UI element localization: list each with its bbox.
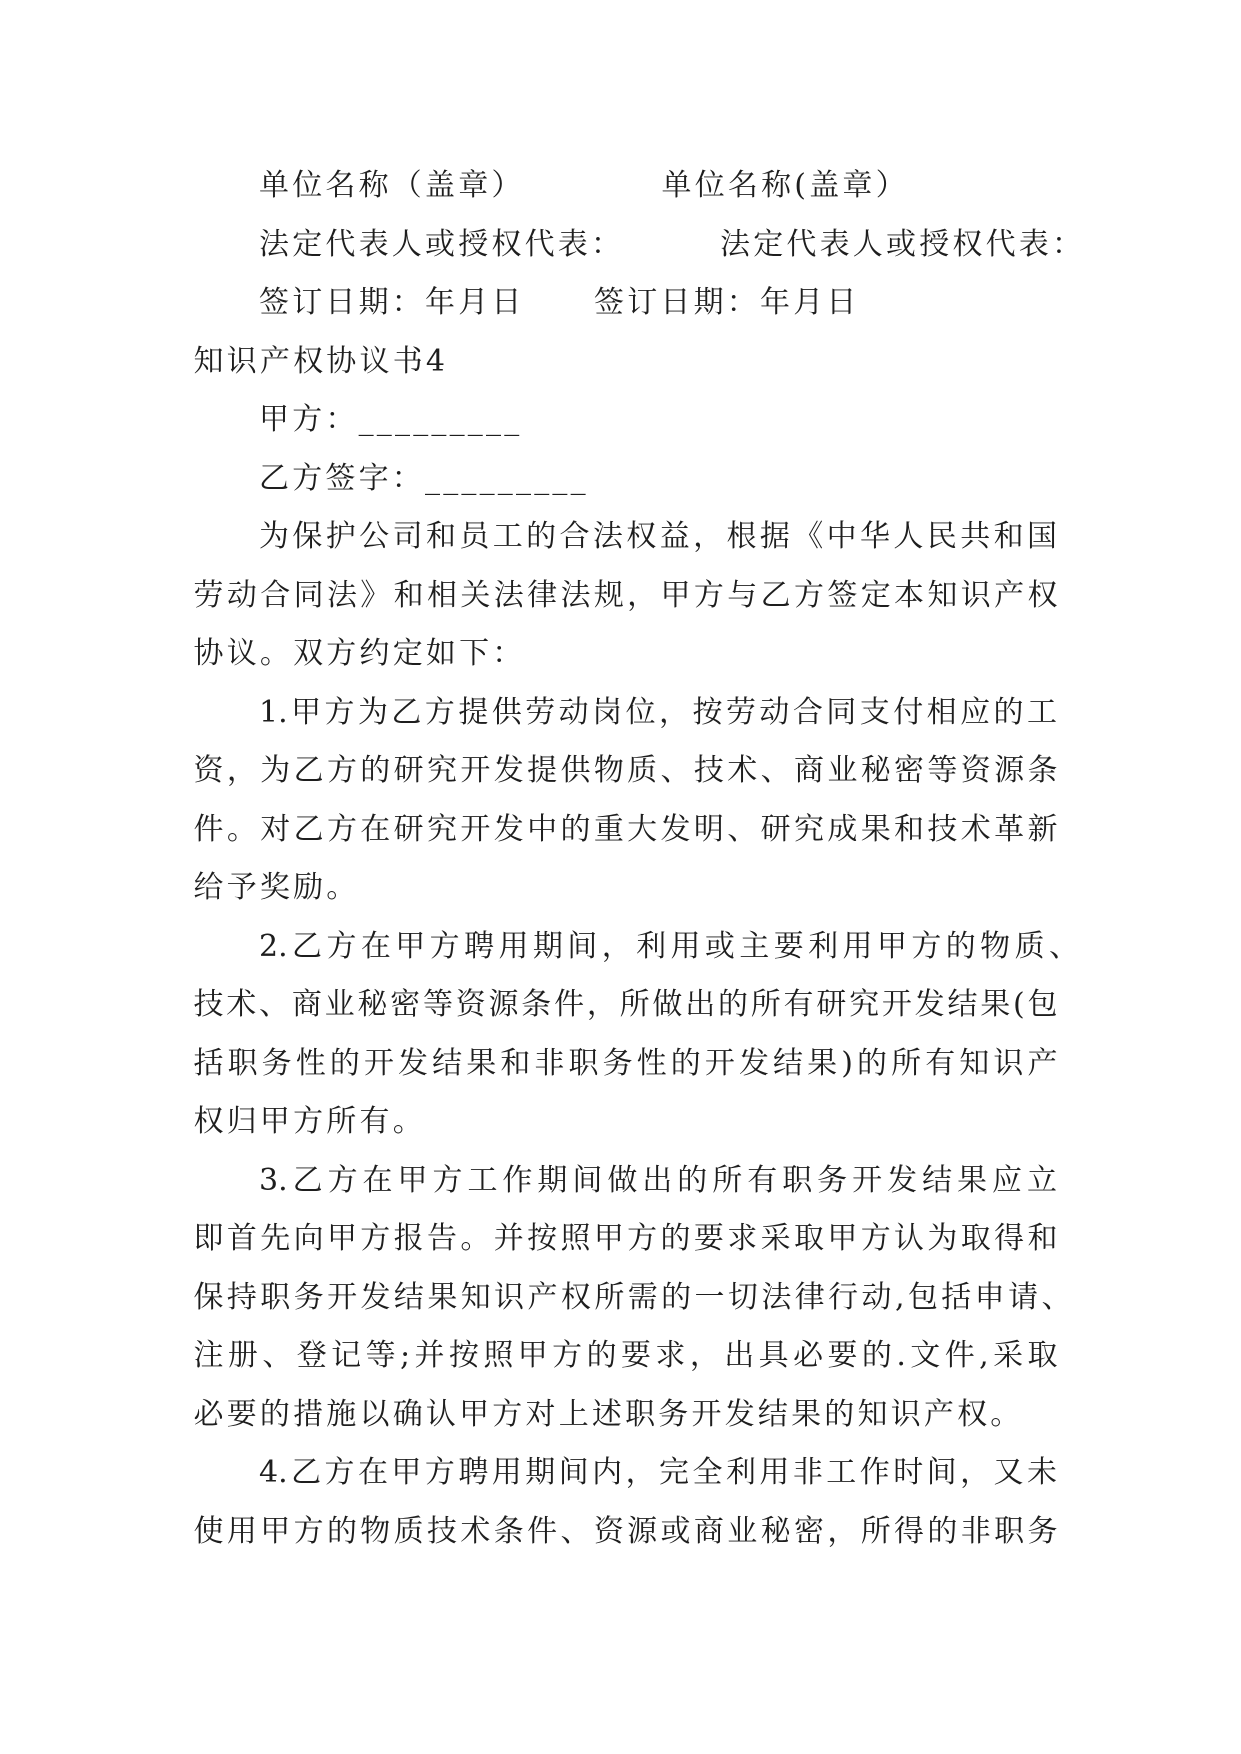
paragraph-line: [0, 742, 1241, 801]
party-b-sign-row: [0, 450, 1241, 509]
clause-1-line-1: 1.甲方为乙方提供劳动岗位，按劳动合同支付相应的工: [259, 694, 1057, 730]
paragraph-line: [0, 1093, 1241, 1152]
clause-2-line-2: 技术、商业秘密等资源条件，所做出的所有研究开发结果(包: [193, 987, 1058, 1022]
document-body: [0, 157, 1241, 1561]
paragraph-line: [0, 1386, 1241, 1445]
clause-3-line-1: 3.乙方在甲方工作期间做出的所有职务开发结果应立: [259, 1162, 1057, 1198]
paragraph-line: [0, 1210, 1241, 1269]
party-a-row: [0, 391, 1241, 450]
title-row: [0, 333, 1241, 392]
intro-line-1: 为保护公司和员工的合法权益，根据《中华人民共和国: [259, 519, 1057, 554]
clause-4-line-1: 4.乙方在甲方聘用期间内，完全利用非工作时间，又未: [259, 1455, 1057, 1490]
clause-2-line-1: 2.乙方在甲方聘用期间，利用或主要利用甲方的物质、: [259, 928, 1079, 964]
paragraph-line: [0, 567, 1241, 626]
party-b-signature-field: 乙方签字：_________: [259, 460, 589, 496]
paragraph-line: [0, 1444, 1241, 1503]
clause-1-line-3: 件。对乙方在研究开发中的重大发明、研究成果和技术革新: [193, 811, 1058, 847]
party-a-field: 甲方：_________: [259, 402, 523, 437]
intro-line-2: 劳动合同法》和相关法律法规，甲方与乙方签定本知识产权: [193, 577, 1058, 613]
left-unit-name-label: 单位名称（盖章）: [259, 168, 525, 203]
paragraph-line: [0, 1269, 1241, 1328]
clause-3-line-2: 即首先向甲方报告。并按照甲方的要求采取甲方认为取得和: [193, 1221, 1058, 1256]
right-unit-name-label: 单位名称(盖章）: [661, 168, 909, 203]
paragraph-line: [0, 859, 1241, 918]
intro-line-3: 协议。双方约定如下：: [193, 636, 526, 671]
clause-3-line-4: 注册、登记等;并按照甲方的要求，出具必要的.文件,采取: [193, 1338, 1058, 1373]
paragraph-line: [0, 1327, 1241, 1386]
left-representative-label: 法定代表人或授权代表：: [259, 226, 625, 262]
clause-3-line-3: 保持职务开发结果知识产权所需的一切法律行动,包括申请、: [193, 1279, 1072, 1315]
paragraph-line: [0, 684, 1241, 743]
paragraph-line: [0, 918, 1241, 977]
clause-2-line-3: 括职务性的开发结果和非职务性的开发结果)的所有知识产: [193, 1045, 1058, 1081]
paragraph-line: [0, 1152, 1241, 1211]
paragraph-line: [0, 1503, 1241, 1562]
signature-representative-row: [0, 216, 1241, 275]
clause-1-line-4: 给予奖励。: [193, 870, 360, 905]
right-representative-label: 法定代表人或授权代表：: [720, 226, 1086, 262]
paragraph-line: [0, 625, 1241, 684]
right-sign-date-label: 签订日期：年月日: [594, 285, 860, 320]
clause-1-line-2: 资，为乙方的研究开发提供物质、技术、商业秘密等资源条: [193, 753, 1058, 788]
paragraph-line: [0, 1035, 1241, 1094]
document-title: 知识产权协议书4: [193, 343, 449, 379]
paragraph-line: [0, 976, 1241, 1035]
paragraph-line: [0, 508, 1241, 567]
paragraph-line: [0, 801, 1241, 860]
clause-4-line-2: 使用甲方的物质技术条件、资源或商业秘密，所得的非职务: [193, 1513, 1058, 1549]
signature-date-row: [0, 274, 1241, 333]
left-sign-date-label: 签订日期：年月日: [259, 285, 525, 320]
clause-3-line-5: 必要的措施以确认甲方对上述职务开发结果的知识产权。: [193, 1396, 1024, 1432]
clause-2-line-4: 权归甲方所有。: [193, 1104, 426, 1139]
signature-name-row: [0, 157, 1241, 216]
